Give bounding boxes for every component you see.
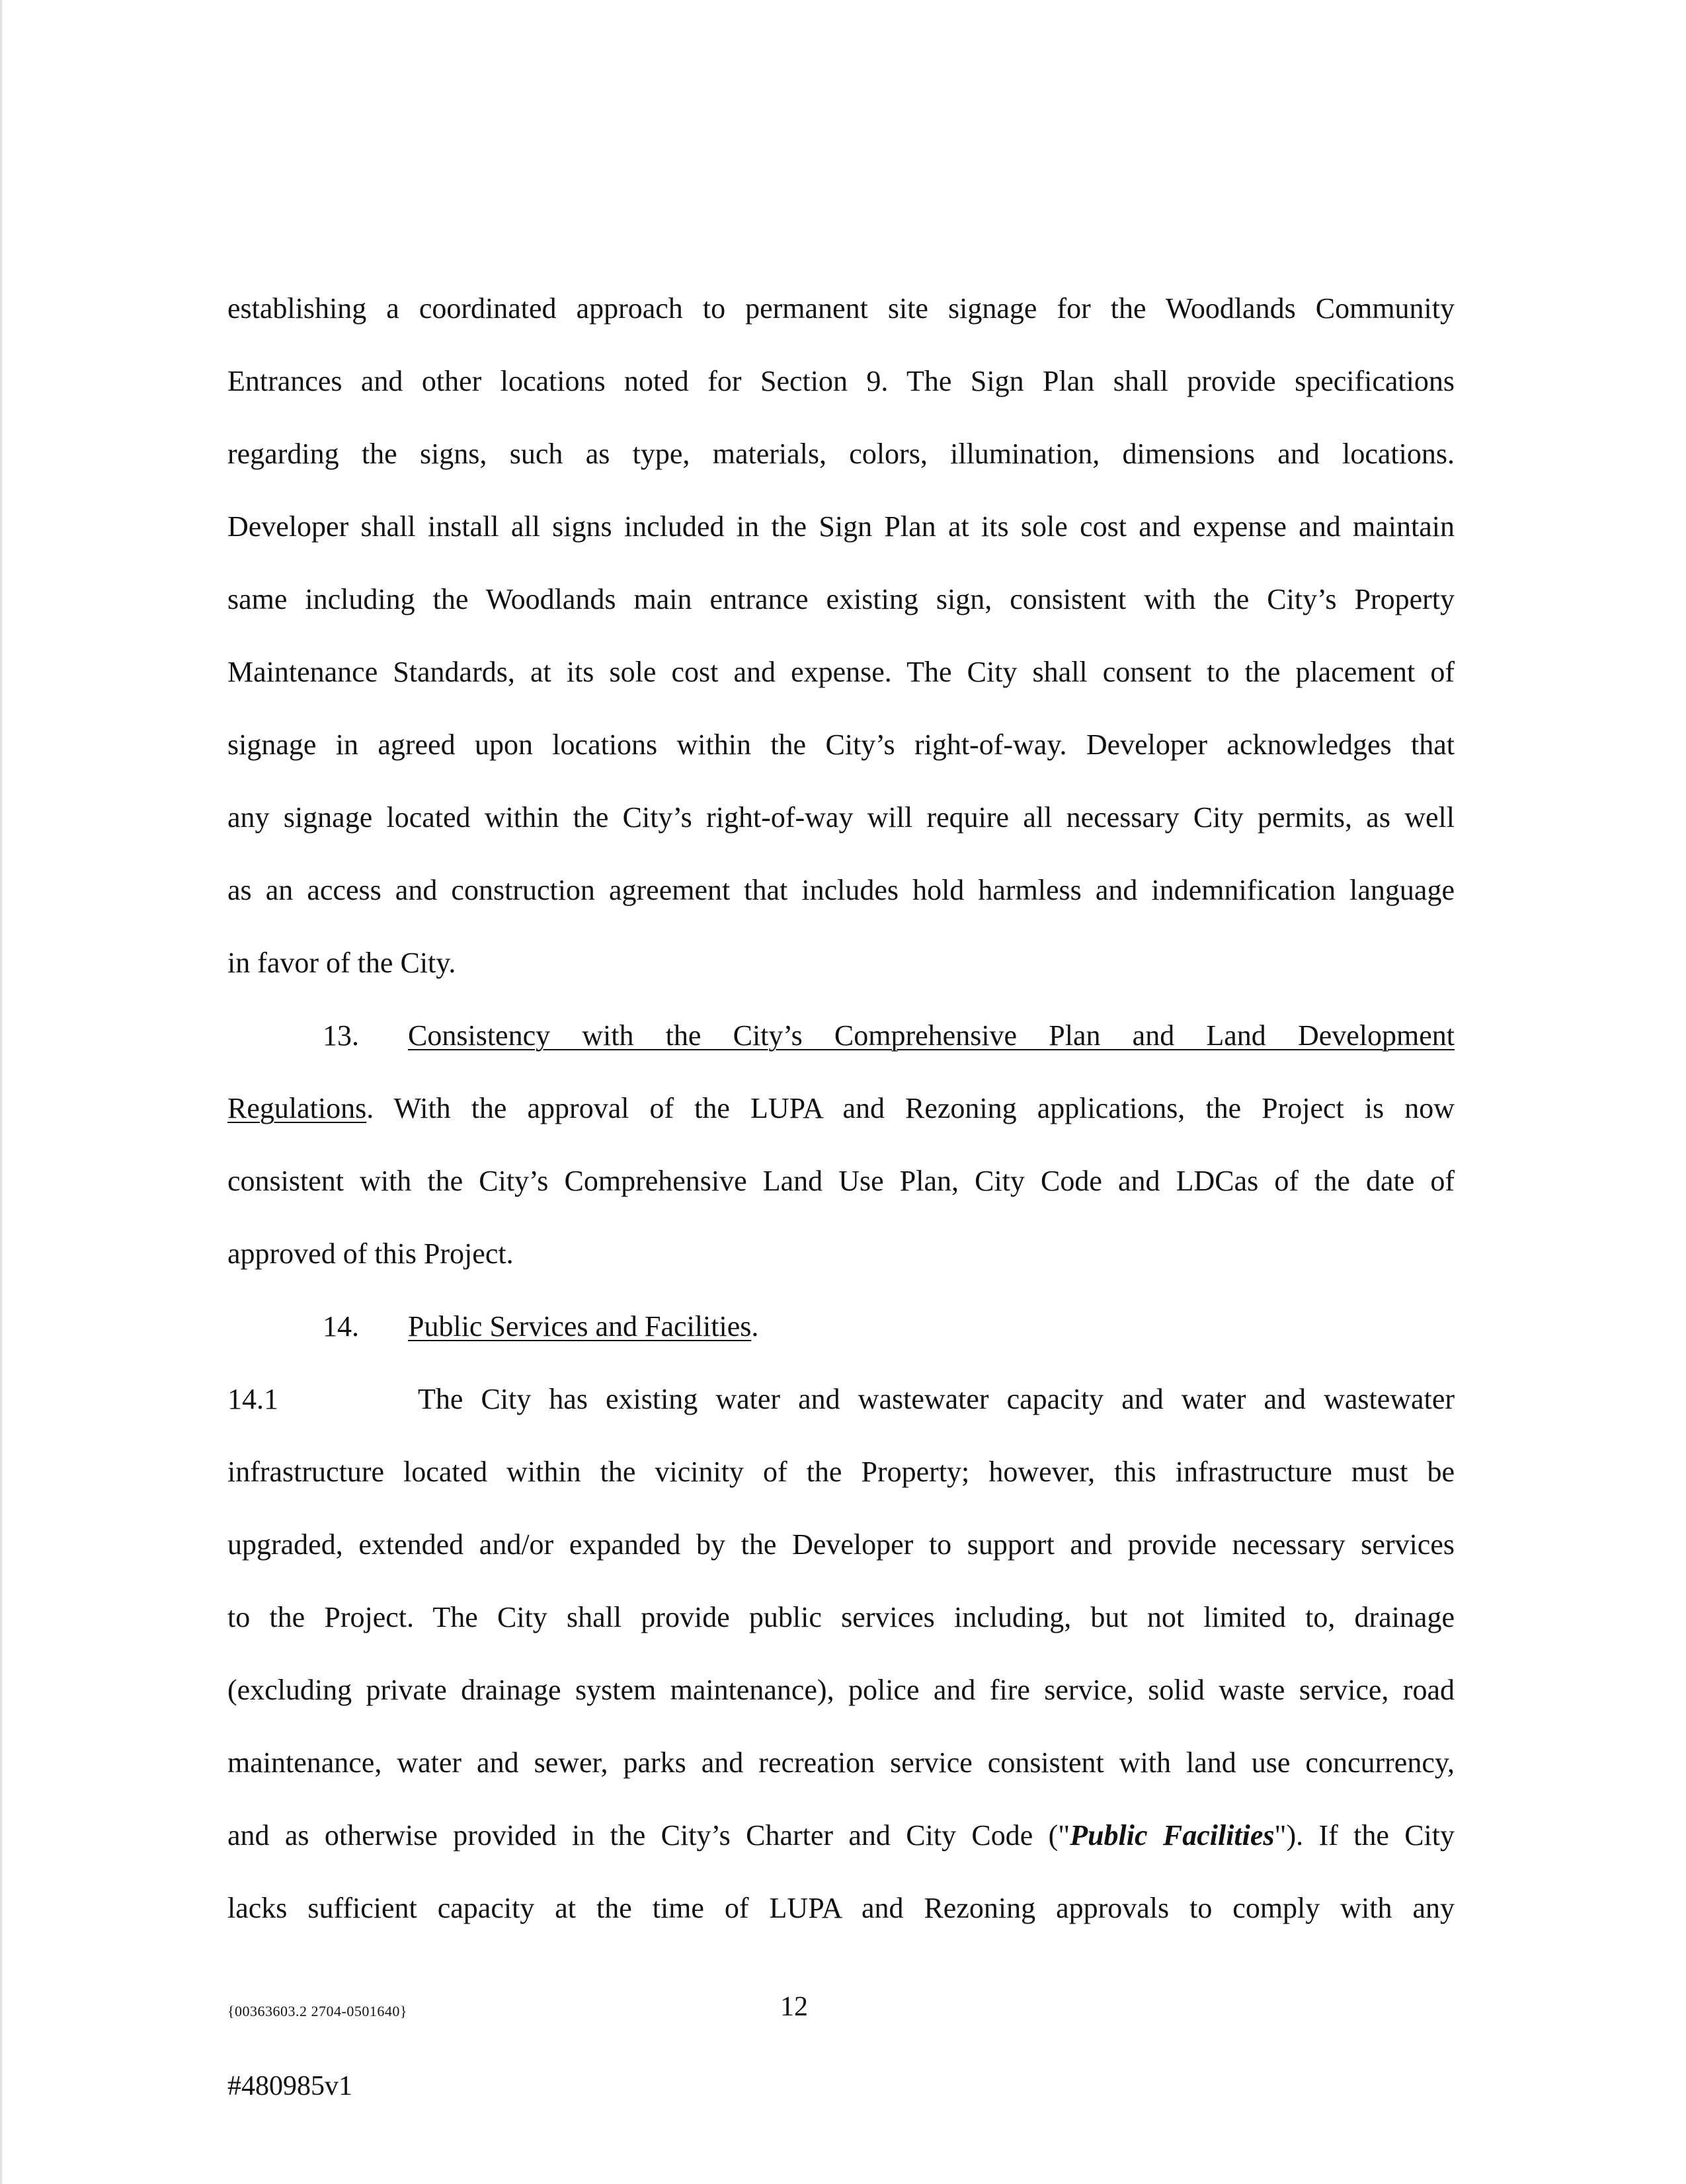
section-14-1 [227,1363,1455,1945]
document-id: {00363603.2 2704-0501640} [227,2003,407,2019]
text-line: Entrances and other locations noted for Section 9. The Sign Plan shall provide specifications [227,365,1455,397]
text-line: Developer shall install all signs included in the Sign Plan at its sole cost and expense and maintain [227,510,1455,543]
section-14-number: 14. [323,1310,359,1343]
text-line: same including the Woodlands main entrance existing sign, consistent with the City’s Property [227,583,1455,615]
text-fragment: "). If the City [1274,1819,1455,1852]
section-14-1-line-1 [227,1363,1455,1436]
text-line: to the Project. The City shall provide public services including, but not limited to, drainage [227,1601,1455,1633]
text-line: establishing a coordinated approach to permanent site signage for the Woodlands Community [227,292,1455,325]
text-line: (excluding private drainage system maintenance), police and fire service, solid waste service, road [227,1674,1455,1706]
section-14-heading-end: . [751,1310,759,1343]
text-line: lacks sufficient capacity at the time of LUPA and Rezoning approvals to comply with any [227,1892,1455,1924]
text-line: The City has existing water and wastewater capacity and water and wastewater [418,1383,1455,1415]
text-line: any signage located within the City’s right-of-way will require all necessary City permits, as well [227,801,1455,834]
section-13-line-2 [227,1072,1455,1145]
text-line: infrastructure located within the vicinity of the Property; however, this infrastructure must be [227,1456,1455,1488]
text-line: upgraded, extended and/or expanded by the Developer to support and provide necessary services [227,1528,1455,1561]
text-fragment: and as otherwise provided in the City’s Charter and City Code (" [227,1819,1070,1852]
section-14-heading-line [227,1290,1455,1363]
section-14-1-number: 14.1 [227,1383,278,1415]
section-13-number: 13. [323,1019,359,1052]
text-line: approved of this Project. [227,1237,514,1270]
document-version: #480985v1 [227,2071,352,2101]
section-13-text: . With the approval of the LUPA and Rezoning applications, the Project is now [366,1092,1455,1124]
section-13 [227,999,1455,1290]
text-line: maintenance, water and sewer, parks and recreation service consistent with land use concurrency, [227,1746,1455,1779]
text-line: regarding the signs, such as type, materials, colors, illumination, dimensions and locations. [227,438,1455,470]
text-line: signage in agreed upon locations within the City’s right-of-way. Developer acknowledges that [227,728,1455,761]
text-line: as an access and construction agreement that includes hold harmless and indemnification language [227,874,1455,906]
page-number: 12 [780,1992,808,2022]
text-line: consistent with the City’s Comprehensive Land Use Plan, City Code and LDCas of the date of [227,1165,1455,1197]
section-14-heading: Public Services and Facilities [408,1310,752,1343]
text-line: Maintenance Standards, at its sole cost and expense. The City shall consent to the placement of [227,656,1455,688]
section-13-line-1 [227,999,1455,1072]
section-13-heading-cont: Regulations [227,1092,367,1124]
section-13-heading: Consistency with the City’s Comprehensive Plan and Land Development [408,1019,1455,1052]
section-14 [227,1290,1455,1363]
scan-edge [0,0,3,2184]
defined-term-public-facilities: Public Facilities [1070,1819,1275,1852]
paragraph-signage [227,272,1455,999]
text-line-defined-term [227,1799,1455,1872]
text-line: in favor of the City. [227,947,456,979]
